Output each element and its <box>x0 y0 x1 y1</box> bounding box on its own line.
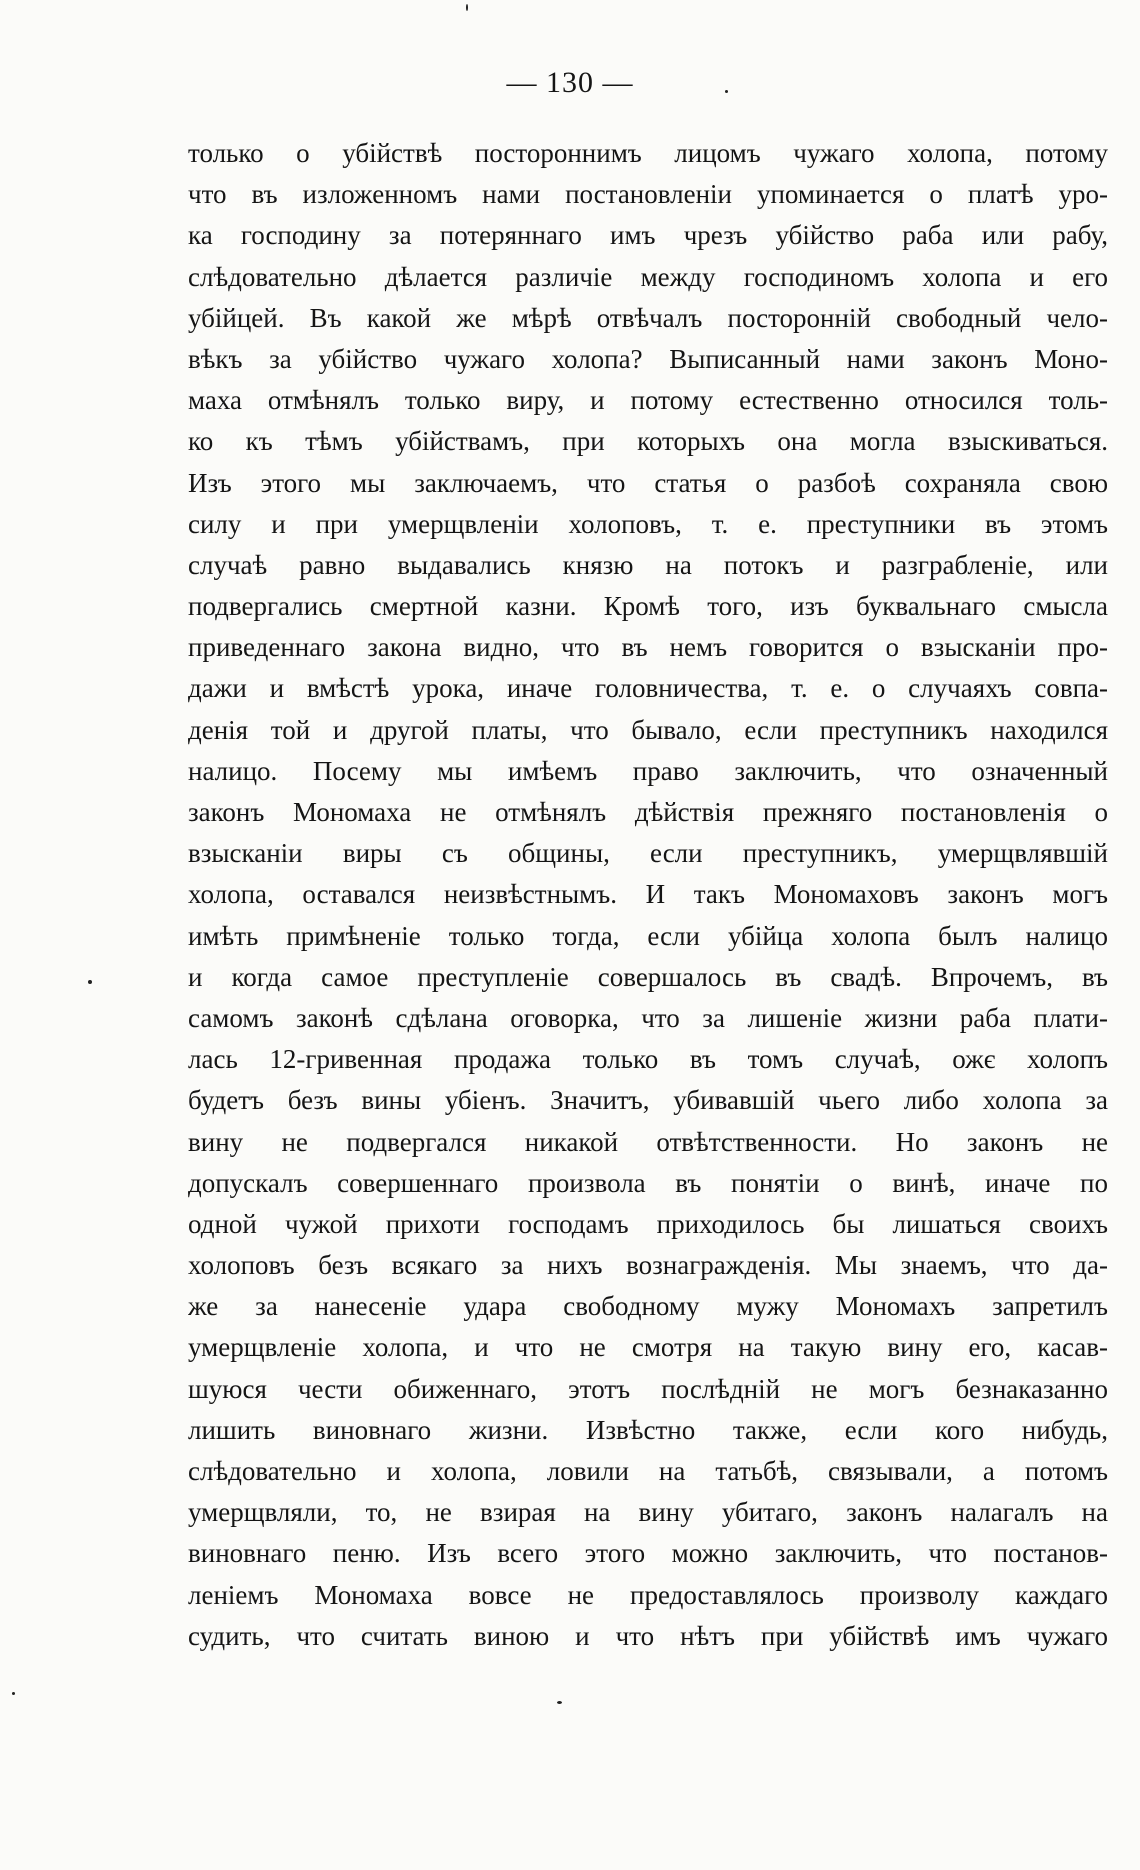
text-line-18: взысканіи виры съ общины, если преступникъ, умерщвлявшій <box>188 838 1108 869</box>
scan-speck <box>557 1701 562 1704</box>
body-text <box>188 133 1108 1657</box>
text-line-22: самомъ законѣ сдѣлана оговорка, что за лишеніе жизни раба плати- <box>188 1002 1108 1033</box>
text-line-1: только о убійствѣ постороннимъ лицомъ чужаго холопа, потому <box>188 138 1108 168</box>
text-line-16: налицо. Посему мы имѣемъ право заключить, что означенный <box>188 755 1108 786</box>
text-line-21: и когда самое преступленіе совершалось въ свадѣ. Впрочемъ, въ <box>188 961 1108 992</box>
text-line-9: Изъ этого мы заключаемъ, что статья о разбоѣ сохраняла свою <box>188 467 1108 498</box>
text-line-37: судить, что считать виною и что нѣтъ при убійствѣ имъ чужаго <box>188 1620 1108 1651</box>
text-line-10: силу и при умерщвленіи холоповъ, т. е. преступники въ этомъ <box>188 508 1108 539</box>
text-line-5: убійцей. Въ какой же мѣрѣ отвѣчалъ посторонній свободный чело- <box>188 302 1108 333</box>
page-number: — 130 — <box>506 66 634 99</box>
text-line-17: законъ Мономаха не отмѣнялъ дѣйствія прежняго постановленія о <box>188 797 1108 827</box>
text-line-34: умерщвляли, то, не взирая на вину убитаго, законъ налагалъ на <box>188 1497 1108 1528</box>
text-line-6: вѣкъ за убійство чужаго холопа? Выписанный нами законъ Моно- <box>188 343 1108 374</box>
text-line-36: леніемъ Мономаха вовсе не предоставлялось произволу каждаго <box>188 1579 1108 1610</box>
text-line-27: одной чужой прихоти господамъ приходилось бы лишаться своихъ <box>188 1208 1108 1239</box>
text-line-29: же за нанесеніе удара свободному мужу Мономахъ запретилъ <box>188 1291 1108 1322</box>
text-line-32: лишить виновнаго жизни. Извѣстно также, если кого нибудь, <box>188 1414 1108 1445</box>
scan-speck <box>12 1692 15 1695</box>
text-line-28: холоповъ безъ всякаго за нихъ вознагражденія. Мы знаемъ, что да- <box>188 1250 1108 1281</box>
text-line-13: приведеннаго закона видно, что въ немъ говорится о взысканіи про- <box>188 632 1108 663</box>
text-line-3: ка господину за потеряннаго имъ чрезъ убійство раба или рабу, <box>188 220 1108 251</box>
text-line-14: дажи и вмѣстѣ урока, иначе головничества, т. е. о случаяхъ совпа- <box>188 673 1108 704</box>
text-line-20: имѣть примѣненіе только тогда, если убійца холопа былъ налицо <box>188 920 1108 951</box>
text-line-15: денія той и другой платы, что бывало, если преступникъ находился <box>188 714 1108 745</box>
text-line-2: что въ изложенномъ нами постановленіи упоминается о платѣ уро- <box>188 179 1108 210</box>
scan-speck <box>466 4 468 11</box>
text-line-12: подвергались смертной казни. Кромѣ того, изъ буквальнаго смысла <box>188 591 1108 622</box>
text-line-19: холопа, оставался неизвѣстнымъ. И такъ Мономаховъ законъ могъ <box>188 879 1108 910</box>
text-line-7: маха отмѣнялъ только виру, и потому естественно относился толь- <box>188 385 1108 416</box>
scan-speck <box>725 90 728 93</box>
scan-speck <box>88 980 92 984</box>
text-line-33: слѣдовательно и холопа, ловили на татьбѣ, связывали, а потомъ <box>188 1456 1108 1486</box>
text-line-30: умерщвленіе холопа, и что не смотря на такую вину его, касав- <box>188 1332 1108 1363</box>
text-line-35: виновнаго пеню. Изъ всего этого можно заключить, что постанов- <box>188 1538 1108 1569</box>
text-line-25: вину не подвергался никакой отвѣтственности. Но законъ не <box>188 1126 1108 1157</box>
text-line-26: допускалъ совершеннаго произвола въ понятіи о винѣ, иначе по <box>188 1167 1108 1198</box>
text-line-8: ко къ тѣмъ убійствамъ, при которыхъ она могла взыскиваться. <box>188 426 1108 457</box>
text-line-24: будетъ безъ вины убіенъ. Значитъ, убивавшій чьего либо холопа за <box>188 1085 1108 1116</box>
text-line-11: случаѣ равно выдавались князю на потокъ и разграбленіе, или <box>188 549 1108 580</box>
text-line-31: шуюся чести обиженнаго, этотъ послѣдній не могъ безнаказанно <box>188 1373 1108 1404</box>
text-line-4: слѣдовательно дѣлается различіе между господиномъ холопа и его <box>188 261 1108 292</box>
text-line-23: лась 12-гривенная продажа только въ томъ случаѣ, ожє холопъ <box>188 1044 1108 1075</box>
